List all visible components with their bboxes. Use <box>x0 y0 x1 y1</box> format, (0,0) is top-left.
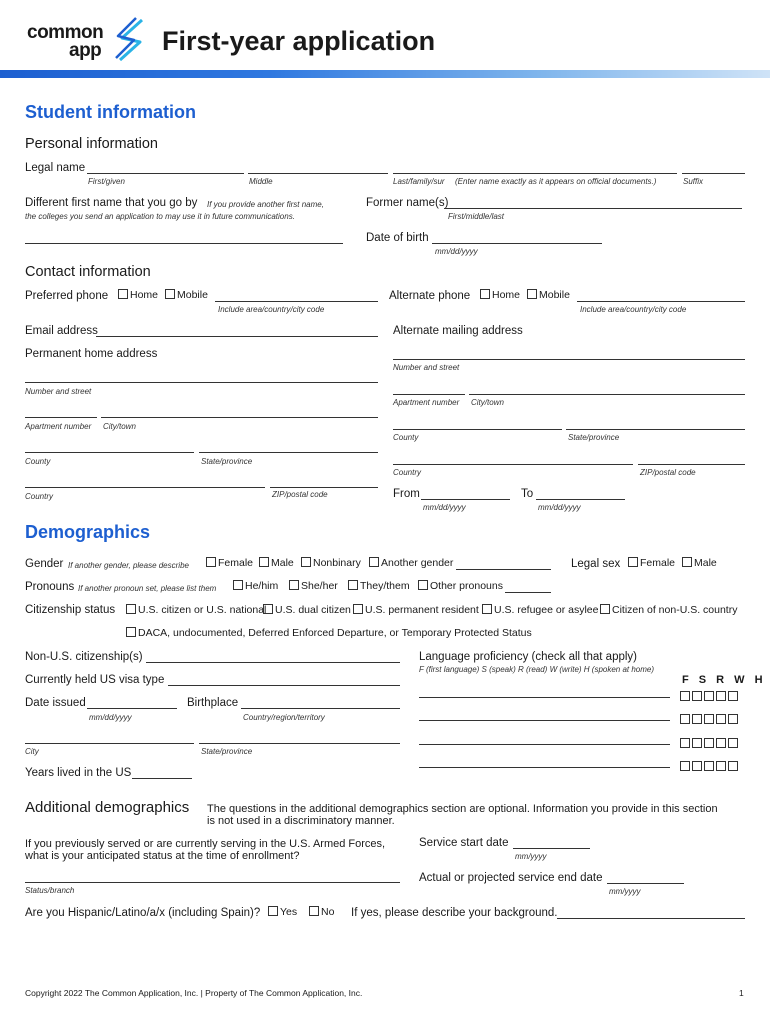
option-label: U.S. dual citizen <box>275 604 351 616</box>
checkbox[interactable] <box>353 604 363 614</box>
checkbox[interactable] <box>369 557 379 567</box>
option-label: Female <box>640 557 676 569</box>
checkbox[interactable] <box>482 604 492 614</box>
option-label: Citizen of non-U.S. country <box>612 604 738 616</box>
checkbox[interactable] <box>692 738 702 748</box>
checkbox[interactable] <box>680 761 690 771</box>
gender-describe-field[interactable] <box>456 569 551 570</box>
lang-checks-2[interactable] <box>680 710 740 728</box>
cap-first: First/given <box>88 177 125 186</box>
non-us-label: Non-U.S. citizenship(s) <box>25 651 143 663</box>
option-label: He/him <box>245 580 279 592</box>
cap-former: First/middle/last <box>448 212 505 221</box>
service-start-field[interactable] <box>513 848 590 849</box>
perm-state-field[interactable] <box>199 452 378 453</box>
option-label: Yes <box>280 906 298 918</box>
gender-another[interactable] <box>369 557 453 569</box>
cap-birth-state: State/province <box>201 747 253 756</box>
perm-apt-field[interactable] <box>25 417 97 418</box>
lang-checks-3[interactable] <box>680 734 740 752</box>
option-label: Mobile <box>539 289 570 301</box>
alt-phone-mobile[interactable] <box>527 289 570 301</box>
non-us-field[interactable] <box>146 662 400 663</box>
perm-country-field[interactable] <box>25 487 265 488</box>
gender-female[interactable] <box>206 557 253 569</box>
legal-name-label: Legal name <box>25 162 86 174</box>
checkbox[interactable] <box>268 906 278 916</box>
pronoun-he[interactable] <box>233 580 278 592</box>
dob-field[interactable] <box>432 243 602 244</box>
pronouns-hint: If another pronoun set, please list them <box>78 584 217 593</box>
cap-alt-country: Country <box>393 468 422 477</box>
checkbox[interactable] <box>126 604 136 614</box>
additional-note-2: is not used in a discriminatory manner. <box>207 815 395 827</box>
logo-text-bottom: app <box>69 40 102 61</box>
option-label: Home <box>130 289 159 301</box>
if-yes-label: If yes, please describe your background. <box>351 907 558 919</box>
page-title: First-year application <box>162 26 436 56</box>
alt-apt-field[interactable] <box>393 394 465 395</box>
alt-phone-field[interactable] <box>577 301 745 302</box>
cap-date-issued: mm/dd/yyyy <box>89 713 132 722</box>
last-name-field[interactable] <box>393 173 677 174</box>
checkbox[interactable] <box>263 604 273 614</box>
checkbox[interactable] <box>680 738 690 748</box>
pref-phone-mobile[interactable] <box>165 289 208 301</box>
checkbox[interactable] <box>704 761 714 771</box>
middle-name-field[interactable] <box>248 173 388 174</box>
alt-city-field[interactable] <box>469 394 745 395</box>
checkbox[interactable] <box>309 906 319 916</box>
to-date-field[interactable] <box>536 499 625 500</box>
lang-field-3[interactable] <box>419 744 670 745</box>
gender-nonbinary[interactable] <box>301 557 361 569</box>
pronoun-they[interactable] <box>348 580 410 592</box>
cap-dob: mm/dd/yyyy <box>435 247 478 256</box>
cap-status-branch: Status/branch <box>25 886 75 895</box>
lang-field-4[interactable] <box>419 767 670 768</box>
additional-heading: Additional demographics <box>25 799 190 816</box>
perm-city-field[interactable] <box>101 417 378 418</box>
checkbox[interactable] <box>682 557 692 567</box>
checkbox[interactable] <box>692 714 702 724</box>
perm-county-field[interactable] <box>25 452 194 453</box>
cap-service-start: mm/yyyy <box>515 852 547 861</box>
checkbox[interactable] <box>716 714 726 724</box>
lang-checks-4[interactable] <box>680 757 740 775</box>
cap-perm-country: Country <box>25 492 54 501</box>
cap-to: mm/dd/yyyy <box>538 503 581 512</box>
cit-perm[interactable] <box>353 604 479 616</box>
pronoun-she[interactable] <box>289 580 338 592</box>
cap-last: Last/family/sur <box>393 177 445 186</box>
first-name-field[interactable] <box>87 173 244 174</box>
option-label: No <box>321 906 335 918</box>
checkbox[interactable] <box>118 289 128 299</box>
checkbox[interactable] <box>628 557 638 567</box>
cap-last-hint: (Enter name exactly as it appears on official documents.) <box>455 177 657 186</box>
option-label: Male <box>694 557 717 569</box>
cap-from: mm/dd/yyyy <box>423 503 466 512</box>
dob-label: Date of birth <box>366 232 429 244</box>
checkbox[interactable] <box>418 580 428 590</box>
lang-field-1[interactable] <box>419 697 670 698</box>
date-issued-field[interactable] <box>87 708 177 709</box>
cap-perm-state: State/province <box>201 457 253 466</box>
option-label: They/them <box>360 580 410 592</box>
option-label: Male <box>271 557 294 569</box>
cap-alt-apt: Apartment number <box>393 398 460 407</box>
checkbox[interactable] <box>728 691 738 701</box>
cit-non-us[interactable] <box>600 604 737 616</box>
background-field[interactable] <box>557 918 745 919</box>
former-name-label: Former name(s) <box>366 197 449 209</box>
birthplace-city-field[interactable] <box>25 743 194 744</box>
cap-alt-county: County <box>393 433 419 442</box>
page-number: 1 <box>739 988 744 998</box>
service-end-field[interactable] <box>607 883 684 884</box>
checkbox[interactable] <box>600 604 610 614</box>
additional-note-1: The questions in the additional demographics section are optional. Information you provide in this section <box>207 803 718 815</box>
header-band <box>0 70 770 78</box>
option-label: U.S. permanent resident <box>365 604 479 616</box>
pronouns-label: Pronouns <box>25 581 75 593</box>
section-student-information: Student information <box>25 102 196 122</box>
checkbox[interactable] <box>126 627 136 637</box>
checkbox[interactable] <box>165 289 175 299</box>
cap-alt-street: Number and street <box>393 363 460 372</box>
checkbox[interactable] <box>301 557 311 567</box>
email-label: Email address <box>25 325 98 337</box>
checkbox[interactable] <box>527 289 537 299</box>
checkbox[interactable] <box>716 738 726 748</box>
diff-name-label: Different first name that you go by <box>25 197 198 209</box>
alt-street-field[interactable] <box>393 359 745 360</box>
checkbox[interactable] <box>680 714 690 724</box>
hispanic-yes[interactable] <box>268 906 297 918</box>
perm-street-field[interactable] <box>25 382 378 383</box>
cap-country-region: Country/region/territory <box>243 713 325 722</box>
legal-sex-male[interactable] <box>682 557 717 569</box>
former-name-field[interactable] <box>444 208 742 209</box>
contact-heading: Contact information <box>25 264 151 280</box>
checkbox[interactable] <box>289 580 299 590</box>
checkbox[interactable] <box>728 714 738 724</box>
cit-daca[interactable] <box>126 627 532 639</box>
pronouns-describe-field[interactable] <box>505 592 551 593</box>
option-label: She/her <box>301 580 338 592</box>
checkbox[interactable] <box>728 738 738 748</box>
perm-address-label: Permanent home address <box>25 348 158 360</box>
option-label: Nonbinary <box>313 557 361 569</box>
cap-perm-apt: Apartment number <box>25 422 92 431</box>
checkbox[interactable] <box>206 557 216 567</box>
checkbox[interactable] <box>692 761 702 771</box>
alt-phone-label: Alternate phone <box>389 290 471 302</box>
cap-birth-city: City <box>25 747 39 756</box>
hispanic-question: Are you Hispanic/Latino/a/x (including Spain)? <box>25 907 261 919</box>
alt-county-field[interactable] <box>393 429 562 430</box>
option-label: Other pronouns <box>430 580 503 592</box>
cap-alt-zip: ZIP/postal code <box>640 468 696 477</box>
service-end-label: Actual or projected service end date <box>419 872 603 884</box>
cap-service-end: mm/yyyy <box>609 887 641 896</box>
service-start-label: Service start date <box>419 837 509 849</box>
checkbox[interactable] <box>704 738 714 748</box>
cap-perm-city: City/town <box>103 422 136 431</box>
hispanic-no[interactable] <box>309 906 334 918</box>
personal-heading: Personal information <box>25 136 158 152</box>
cit-dual[interactable] <box>263 604 351 616</box>
lang-field-2[interactable] <box>419 720 670 721</box>
checkbox[interactable] <box>716 761 726 771</box>
cap-perm-county: County <box>25 457 51 466</box>
lang-checks-1[interactable] <box>680 687 740 705</box>
pref-phone-field[interactable] <box>215 301 378 302</box>
gender-male[interactable] <box>259 557 294 569</box>
logo-text-top: common <box>27 22 104 43</box>
option-label: Another gender <box>381 557 454 569</box>
lang-columns: F S R W H <box>682 674 767 686</box>
footer-copyright: Copyright 2022 The Common Application, Inc. | Property of The Common Application, Inc. <box>25 988 363 998</box>
cap-suffix: Suffix <box>683 177 704 186</box>
from-label: From <box>393 488 420 500</box>
date-issued-label: Date issued <box>25 697 86 709</box>
diff-name-field[interactable] <box>25 243 343 244</box>
checkbox[interactable] <box>704 714 714 724</box>
cap-area-1: Include area/country/city code <box>218 305 325 314</box>
pref-phone-home[interactable] <box>118 289 158 301</box>
birthplace-label: Birthplace <box>187 697 239 709</box>
cit-refugee[interactable] <box>482 604 598 616</box>
visa-field[interactable] <box>168 685 400 686</box>
suffix-field[interactable] <box>682 173 745 174</box>
to-label: To <box>521 488 534 500</box>
checkbox[interactable] <box>259 557 269 567</box>
years-us-field[interactable] <box>132 778 192 779</box>
alt-phone-home[interactable] <box>480 289 520 301</box>
armed-forces-q2: what is your anticipated status at the time of enrollment? <box>25 850 300 862</box>
status-branch-field[interactable] <box>25 882 400 883</box>
option-label: DACA, undocumented, Deferred Enforced Departure, or Temporary Protected Status <box>138 627 532 639</box>
lang-hint: F (first language) S (speak) R (read) W (write) H (spoken at home) <box>419 665 655 674</box>
perm-zip-field[interactable] <box>270 487 378 488</box>
years-us-label: Years lived in the US <box>25 767 132 779</box>
checkbox[interactable] <box>728 761 738 771</box>
diff-name-hint-2: the colleges you send an application to may use it in future communications. <box>25 212 295 221</box>
demographics-heading: Demographics <box>25 522 151 542</box>
cap-perm-zip: ZIP/postal code <box>272 490 328 499</box>
legal-sex-label: Legal sex <box>571 558 621 570</box>
cap-middle: Middle <box>249 177 273 186</box>
cap-perm-street: Number and street <box>25 387 92 396</box>
cap-area-2: Include area/country/city code <box>580 305 687 314</box>
pref-phone-label: Preferred phone <box>25 290 109 302</box>
checkbox[interactable] <box>480 289 490 299</box>
checkbox[interactable] <box>348 580 358 590</box>
citizenship-label: Citizenship status <box>25 604 116 616</box>
option-label: Mobile <box>177 289 208 301</box>
checkbox[interactable] <box>716 691 726 701</box>
option-label: Female <box>218 557 254 569</box>
option-label: Home <box>492 289 521 301</box>
option-label: U.S. refugee or asylee <box>494 604 599 616</box>
alt-zip-field[interactable] <box>638 464 745 465</box>
diff-name-hint-1: If you provide another first name, <box>207 200 324 209</box>
visa-label: Currently held US visa type <box>25 674 165 686</box>
from-date-field[interactable] <box>421 499 510 500</box>
birthplace-state-field[interactable] <box>199 743 400 744</box>
gender-hint: If another gender, please describe <box>68 561 189 570</box>
checkbox[interactable] <box>704 691 714 701</box>
checkbox[interactable] <box>680 691 690 701</box>
lang-title: Language proficiency (check all that apply) <box>419 651 637 663</box>
checkbox[interactable] <box>233 580 243 590</box>
legal-sex-female[interactable] <box>628 557 675 569</box>
alt-state-field[interactable] <box>566 429 745 430</box>
cap-alt-state: State/province <box>568 433 620 442</box>
checkbox[interactable] <box>692 691 702 701</box>
cap-alt-city: City/town <box>471 398 504 407</box>
gender-label: Gender <box>25 558 64 570</box>
logo-mark-icon <box>112 16 146 64</box>
birthplace-country-field[interactable] <box>241 708 400 709</box>
pronoun-other[interactable] <box>418 580 503 592</box>
armed-forces-q1: If you previously served or are currently serving in the U.S. Armed Forces, <box>25 838 386 850</box>
alt-country-field[interactable] <box>393 464 633 465</box>
option-label: U.S. citizen or U.S. national <box>138 604 267 616</box>
alt-mailing-label: Alternate mailing address <box>393 325 523 337</box>
email-field[interactable] <box>96 336 378 337</box>
cit-us[interactable] <box>126 604 266 616</box>
